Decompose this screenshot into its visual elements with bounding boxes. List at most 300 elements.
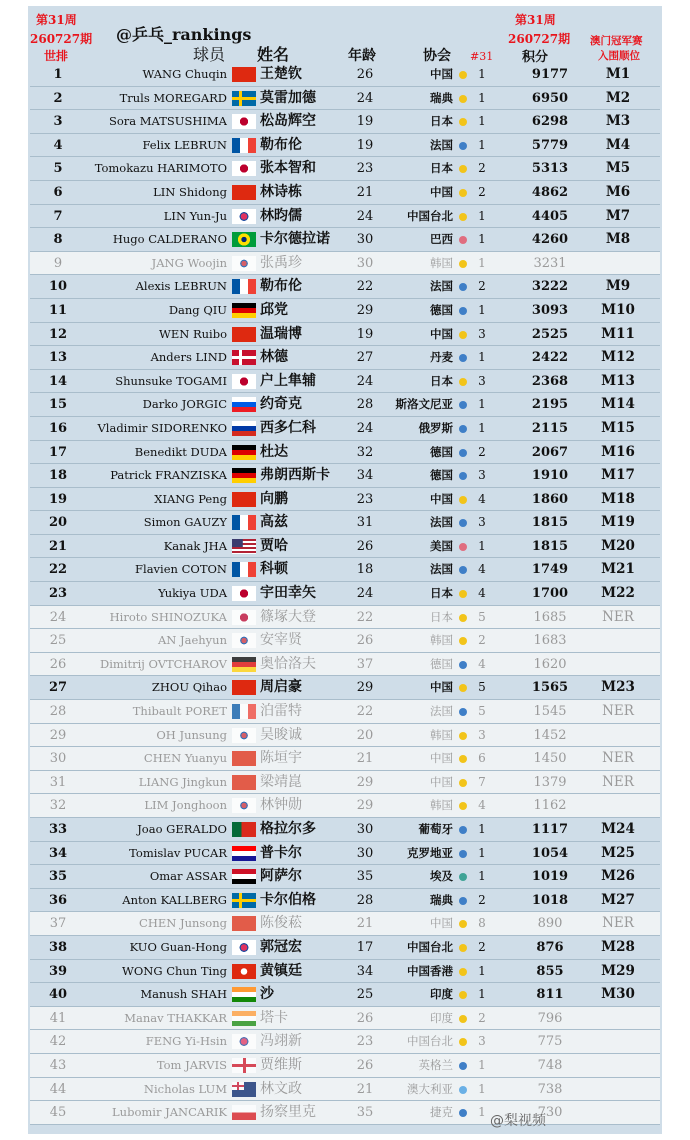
table-row [30,323,660,347]
points: 1018 [531,892,569,908]
macao-seed: M14 [601,396,635,413]
points: 775 [537,1034,563,1050]
flag-cn-icon [232,327,256,342]
player-name-en: LIN Yun-Ju [163,208,227,223]
flag-in-icon [232,1011,256,1026]
association: 法国 [430,562,453,577]
flag-dk-icon [232,350,256,365]
flag-eg-icon [232,869,256,884]
flag-de-icon [232,445,256,460]
points: 1815 [531,515,569,531]
world-rank: 21 [48,538,68,554]
player-name-cn: 奥恰洛夫 [260,655,316,672]
association: 韩国 [430,633,453,648]
table-row [30,818,660,842]
flag-cn-icon [232,916,256,931]
association-dot-icon [459,732,467,740]
points: 1910 [531,468,569,484]
player-age: 29 [356,774,374,790]
player-name-cn: 杜达 [260,443,288,460]
association: 埃及 [430,869,453,884]
player-name-en: Patrick FRANZISKA [110,468,227,483]
table-row [30,535,660,559]
macao-seed: M22 [601,585,635,602]
world-rank: 14 [48,373,68,389]
player-age: 20 [356,727,374,743]
flag-se-icon [232,893,256,908]
player-age: 29 [356,798,374,814]
association-rank: 4 [478,586,486,601]
world-rank: 22 [48,562,68,578]
association-dot-icon [459,425,467,433]
player-name-en: KUO Guan-Hong [129,939,227,954]
world-rank: 18 [48,468,68,484]
association-dot-icon [459,71,467,79]
player-name-cn: 扬察里克 [260,1104,316,1121]
points: 1683 [533,633,567,649]
association-rank: 4 [478,798,486,813]
world-rank: 11 [48,302,68,318]
macao-seed: M20 [601,537,635,554]
association: 日本 [430,609,453,624]
player-age: 30 [356,822,374,837]
association: 日本 [430,373,453,388]
points: 1685 [533,609,567,625]
table-row [30,205,660,229]
association-dot-icon [459,449,467,457]
table-row [30,865,660,889]
world-rank: 2 [53,90,63,106]
association-rank: 3 [478,515,486,530]
player-name-cn: 梁靖崑 [260,773,302,790]
player-name-cn: 弗朗西斯卡 [260,467,330,484]
player-age: 34 [356,963,374,979]
world-rank: 6 [53,184,63,200]
player-column-header: 球员 [193,45,226,64]
player-age: 23 [356,161,374,177]
association-rank: 2 [478,1010,486,1025]
macao-seed: M2 [605,89,631,106]
table-row [30,724,660,748]
points: 6950 [531,90,569,106]
association: 中国 [430,326,453,341]
macao-seed: NER [602,773,634,790]
association-rank: 1 [478,90,486,105]
association-rank: 3 [478,373,486,388]
assoc-column-header: 协会 [423,48,451,64]
association: 德国 [430,444,453,459]
macao-seed: M1 [605,66,631,82]
macao-seed: M25 [601,844,635,861]
association-rank: 2 [478,892,486,907]
association-rank: 3 [478,468,486,483]
world-rank: 5 [53,161,63,177]
flag-tpe-icon [232,209,256,224]
player-name-cn: 贾维斯 [260,1056,302,1073]
player-age: 26 [356,67,374,82]
flag-br-icon [232,232,256,247]
player-age: 34 [356,468,374,484]
player-name-en: Benedikt DUDA [134,444,227,459]
association-rank: 1 [478,869,486,884]
association: 丹麦 [430,350,453,365]
association-dot-icon [459,944,467,952]
table-row [30,441,660,465]
player-age: 24 [356,586,374,602]
world-rank: 28 [49,704,67,720]
points: 738 [537,1081,563,1097]
player-name-cn: 卡尔德拉诺 [260,231,330,248]
association-rank: 2 [478,939,486,954]
world-rank: 15 [48,397,68,413]
association-rank: 2 [478,184,486,199]
player-name-en: Hugo CALDERANO [112,232,227,247]
world-rank: 23 [48,586,68,602]
flag-cn-icon [232,492,256,507]
macao-seed: M27 [601,891,635,908]
association-dot-icon [459,95,467,103]
table-row [30,912,660,936]
association-dot-icon [459,755,467,763]
player-name-cn: 格拉尔多 [260,821,316,837]
association-dot-icon [459,496,467,504]
macao-seed: M5 [605,160,631,177]
player-name-en: FENG Yi-Hsin [145,1034,227,1049]
player-name-en: WANG Chuqin [142,67,227,81]
player-age: 25 [356,987,374,1003]
association: 中国台北 [407,208,453,223]
player-name-en: LIANG Jingkun [138,774,227,789]
world-rank: 3 [53,114,63,130]
flag-de-icon [232,468,256,483]
macao-seed: M29 [601,962,635,979]
world-rank: 16 [48,420,68,436]
player-name-en: Flavien COTON [135,562,227,577]
flag-de-icon [232,657,256,672]
points: 1860 [531,491,569,507]
table-row [30,558,660,582]
player-name-en: Felix LEBRUN [142,137,227,152]
world-rank-header: 世排 [44,49,69,63]
world-rank: 19 [48,491,68,507]
world-rank: 37 [49,916,67,932]
points: 748 [537,1057,563,1073]
week-label: 第31周 [36,13,77,27]
world-rank: 27 [48,680,68,696]
table-row [30,299,660,323]
player-age: 18 [356,562,374,578]
table-row [30,110,660,134]
flag-kr-icon [232,256,256,271]
player-age: 19 [356,137,374,153]
points: 855 [536,963,564,979]
points: 6298 [531,114,569,130]
association-rank: 6 [478,751,486,766]
period-label: 260727期 [30,32,93,46]
world-rank: 4 [53,137,63,153]
player-name-cn: 林钟勋 [260,797,302,814]
player-name-cn: 沙 [260,986,274,1003]
world-rank: 26 [49,656,67,672]
player-name-cn: 阿萨尔 [260,868,302,885]
table-row [30,181,660,205]
flag-de-icon [232,303,256,318]
world-rank: 39 [48,963,68,979]
points: 3222 [531,279,569,295]
table-row [30,1030,660,1054]
points: 1620 [533,656,567,672]
player-age: 30 [356,845,374,861]
player-name-cn: 卡尔伯格 [260,891,316,908]
player-age: 21 [356,916,374,932]
name-column-header: 姓名 [257,45,290,64]
world-rank: 44 [49,1081,67,1097]
association: 中国 [430,184,453,199]
points: 1019 [531,869,569,885]
macao-seed: M19 [601,514,635,531]
world-rank: 34 [48,845,68,861]
player-name-cn: 普卡尔 [260,844,302,861]
points: 811 [536,987,564,1003]
association: 德国 [430,656,453,671]
player-age: 22 [356,279,374,295]
points: 1162 [533,798,567,814]
association-dot-icon [459,283,467,291]
player-name-en: Tomislav PUCAR [129,845,227,860]
association-dot-icon [459,920,467,928]
association-rank: 1 [478,845,486,860]
player-age: 28 [356,892,374,908]
macao-seed: M7 [605,207,631,224]
player-name-en: Dimitrij OVTCHAROV [99,656,227,671]
player-name-en: Truls MOREGARD [119,90,227,105]
association: 法国 [430,279,453,294]
flag-jp-icon [232,114,256,129]
association: 英格兰 [418,1057,453,1072]
association-dot-icon [459,661,467,669]
flag-fr-icon [232,562,256,577]
player-name-en: OH Junsung [156,727,227,742]
flag-gb-icon [232,1058,256,1073]
macao-seed: M26 [601,868,635,885]
player-name-cn: 勒布伦 [260,136,302,153]
player-name-cn: 温瑞博 [260,325,302,342]
association-rank: 2 [478,161,486,176]
macao-seed: M11 [601,325,635,342]
association: 中国 [430,67,453,81]
world-rank: 1 [53,67,63,82]
world-rank: 12 [48,326,68,342]
association-rank: 3 [478,1034,486,1049]
player-name-cn: 周启豪 [260,679,302,696]
age-column-header: 年龄 [348,48,376,64]
table-row [30,346,660,370]
association: 日本 [430,114,453,129]
association: 韩国 [430,727,453,742]
rankings-table [30,63,660,1125]
player-name-en: Alexis LEBRUN [135,279,227,294]
association-rank: 1 [478,538,486,553]
table-row [30,936,660,960]
association-dot-icon [459,1109,467,1117]
association-rank: 5 [478,609,486,624]
flag-fr-icon [232,515,256,530]
table-row [30,747,660,771]
table-row [30,488,660,512]
player-name-en: LIM Jonghoon [144,798,227,813]
player-name-en: Anton KALLBERG [122,892,227,907]
macao-seed: M24 [601,821,635,837]
player-age: 23 [356,1034,374,1050]
player-name-en: Yukiya UDA [158,586,227,601]
flag-in-icon [232,987,256,1002]
association-dot-icon [459,1038,467,1046]
association-rank: 3 [478,326,486,341]
flag-cn-icon [232,185,256,200]
association: 中国 [430,491,453,506]
association-rank: 1 [478,420,486,435]
world-rank: 20 [48,515,68,531]
association-rank: 1 [478,987,486,1002]
points: 2422 [531,350,569,366]
player-age: 37 [356,656,374,672]
association: 韩国 [430,798,453,813]
world-rank: 38 [48,939,68,955]
player-age: 26 [356,1057,374,1073]
association: 中国 [430,774,453,789]
world-rank: 42 [49,1034,67,1050]
association: 法国 [430,137,453,152]
points: 876 [536,939,564,955]
player-age: 35 [356,1105,374,1121]
association: 瑞典 [430,90,453,105]
association-rank: 7 [478,774,486,789]
player-name-cn: 向鹏 [260,490,288,507]
player-name-en: Hiroto SHINOZUKA [109,609,227,624]
macao-seed: NER [602,750,634,767]
table-row [30,275,660,299]
association: 中国台北 [407,939,453,954]
macao-header-line2: 入围顺位 [598,50,640,62]
player-age: 24 [356,208,374,224]
points: 9177 [531,67,569,82]
world-rank: 25 [49,633,67,649]
macao-seed: M3 [605,113,631,130]
points: 890 [537,916,563,932]
table-row [30,511,660,535]
points: 1565 [531,680,569,696]
table-row [30,393,660,417]
association-dot-icon [459,118,467,126]
association-dot-icon [459,1086,467,1094]
player-name-en: Sora MATSUSHIMA [108,114,227,129]
macao-seed: NER [602,703,634,720]
association-dot-icon [459,1015,467,1023]
flag-kr-icon [232,633,256,648]
points: 4405 [531,208,569,224]
association: 韩国 [430,255,453,270]
association-dot-icon [459,236,467,244]
player-name-cn: 科顿 [260,561,288,578]
player-name-cn: 松岛辉空 [260,113,316,130]
association-rank: 1 [478,397,486,412]
association: 中国 [430,680,453,695]
association-rank: 1 [478,1057,486,1072]
player-age: 35 [356,869,374,885]
table-row [30,1054,660,1078]
player-name-cn: 邱党 [260,301,288,318]
association-dot-icon [459,543,467,551]
player-name-en: Darko JORGIC [142,397,227,412]
association-dot-icon [459,331,467,339]
points: 2195 [531,397,569,413]
flag-hk-icon [232,964,256,979]
table-row [30,87,660,111]
association-dot-icon [459,637,467,645]
flag-us-icon [232,539,256,554]
association-dot-icon [459,142,467,150]
association-rank: 5 [478,704,486,719]
macao-seed: M8 [605,231,631,248]
association-dot-icon [459,802,467,810]
player-name-en: Lubomir JANCARIK [112,1105,227,1120]
association-rank: 4 [478,562,486,577]
flag-au-icon [232,1082,256,1097]
player-age: 21 [356,751,374,767]
association-rank: 3 [478,727,486,742]
world-rank: 45 [49,1105,67,1121]
flag-tpe-icon [232,940,256,955]
association: 中国香港 [407,963,453,978]
player-name-cn: 林德 [260,349,288,366]
association: 印度 [430,1010,453,1025]
player-name-cn: 张禹珍 [260,254,302,271]
world-rank: 40 [48,987,68,1003]
table-row [30,889,660,913]
flag-cn-icon [232,751,256,766]
table-row [30,676,660,700]
player-age: 22 [356,704,374,720]
player-name-cn: 吴晙诚 [260,726,302,743]
points: 1117 [531,822,569,837]
macao-seed: M4 [605,136,631,153]
association-dot-icon [459,472,467,480]
flag-se-icon [232,91,256,106]
player-name-cn: 西多仁科 [260,419,316,436]
flag-jp-icon [232,374,256,389]
player-name-en: LIN Shidong [153,184,227,199]
association-dot-icon [459,189,467,197]
player-name-cn: 莫雷加德 [260,89,316,106]
player-name-cn: 安宰贤 [260,632,302,649]
flag-kr-icon [232,798,256,813]
association: 中国 [430,916,453,931]
association: 日本 [430,586,453,601]
points-week-label: 第31周 [515,13,556,27]
player-age: 24 [356,90,374,106]
world-rank: 30 [49,751,67,767]
flag-pt-icon [232,822,256,837]
player-age: 24 [356,420,374,436]
association-rank: 1 [478,232,486,247]
player-name-en: Manav THAKKAR [124,1010,227,1025]
world-rank: 24 [49,609,67,625]
table-row [30,960,660,984]
player-age: 21 [356,184,374,200]
player-name-en: Omar ASSAR [149,869,227,884]
points: 2067 [531,444,569,460]
points: 2525 [531,326,569,342]
